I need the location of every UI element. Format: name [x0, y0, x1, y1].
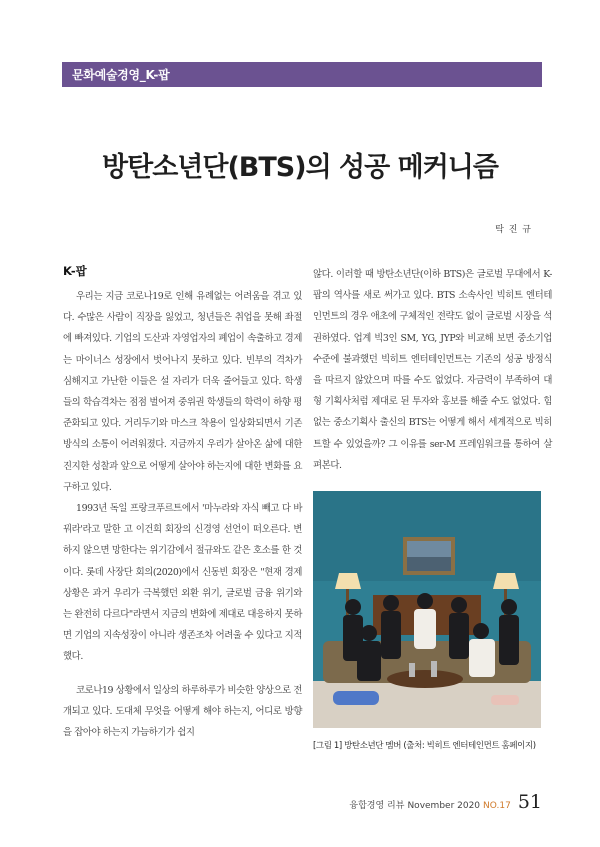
section-heading: K-팝	[63, 264, 87, 278]
right-column	[313, 264, 552, 476]
left-column	[63, 264, 302, 743]
body-paragraph: 우리는 지금 코로나19로 인해 유례없는 어려움을 겪고 있다. 수많은 사람이 직장을 잃었고, 청년들은 취업을 못해 좌절에 빠져있다. 기업의 도산과 자영업자의 폐업이 속출하고 경제는 마이너스 성장에서 벗어나지 못하고 있다. 빈부의 격차가 심해지고 가난한 이들은 설 자리가 더욱 줄어들고 있다. 학생들의 학습격차는 점점 벌어져 중위권 학생들의 학력이 하향 평준화되고 있다. 거리두기와 마스크 착용이 일상화되면서 기존 방식의 소통이 어려워졌다. 지금까지 우리가 살아온 삶에 대한 진지한 성찰과 앞으로 어떻게 살아야 하는지에 대한 변화를 요구하고 있다.	[63, 291, 302, 493]
article-title: 방탄소년단(BTS)의 성공 메커니즘	[102, 152, 498, 183]
figure-caption: [그림 1] 방탄소년단 멤버 (출처: 빅히트 엔터테인먼트 홈페이지)	[313, 741, 536, 751]
page-footer	[349, 791, 542, 813]
issue-date: November 2020	[407, 801, 481, 811]
issue-number: NO.17	[483, 801, 511, 811]
body-paragraph: 코로나19 상황에서 일상의 하루하루가 비슷한 양상으로 전개되고 있다. 도대체 무엇을 어떻게 해야 하는지, 어디로 방향을 잡아야 하는지 가늠하기가 쉽지	[63, 684, 302, 739]
section-header-bar	[62, 62, 542, 87]
section-label: 문화예술경영_K-팝	[72, 68, 170, 82]
body-paragraph: 1993년 독일 프랑크푸르트에서 '마누라와 자식 빼고 다 바꿔라'라고 말한 고 이건희 회장의 신경영 선언이 떠오른다. 변하지 않으면 망한다는 위기감에서 절규와도 같은 호소를 한 것이다. 롯데 사장단 회의(2020)에서 신동빈 회장은 "현재 경제 상황은 과거 우리가 극복했던 외환 위기, 글로벌 금융 위기와는 완전히 다르다"라면서 지금의 변화에 제대로 대응하지 못하면 기업의 지속성장이 아니라 생존조차 어려울 수 있다고 지적했다.	[63, 503, 302, 663]
photo-illustration	[313, 491, 541, 728]
author-name: 탁 진 규	[495, 225, 532, 235]
journal-name: 융합경영 리뷰	[349, 801, 405, 811]
body-paragraph: 않다. 이러할 때 방탄소년단(이하 BTS)은 글로벌 무대에서 K-팝의 역사를 새로 써가고 있다. BTS 소속사인 빅히트 엔터테인먼트의 경우 애초에 구체적인 전략도 없이 글로벌 시장을 석권하였다. 업계 빅3인 SM, YG, JYP와 비교해 보면 중소기업 수준에 불과했던 빅히트 엔터테인먼트는 기존의 성공 방정식을 따르지 않았으며 따를 수도 없었다. 자금력이 부족하여 대형 기획사처럼 제대로 된 투자와 홍보를 해줄 수도 없었다. 힘없는 중소기획사 출신의 BTS는 어떻게 해서 세계적으로 빅히트할 수 있었을까? 그 이유를 ser-M 프레임워크를 통하여 살펴본다.	[313, 269, 552, 471]
bts-group-photo	[313, 491, 541, 728]
paragraph-gap	[63, 668, 302, 680]
page-number: 51	[517, 791, 542, 813]
